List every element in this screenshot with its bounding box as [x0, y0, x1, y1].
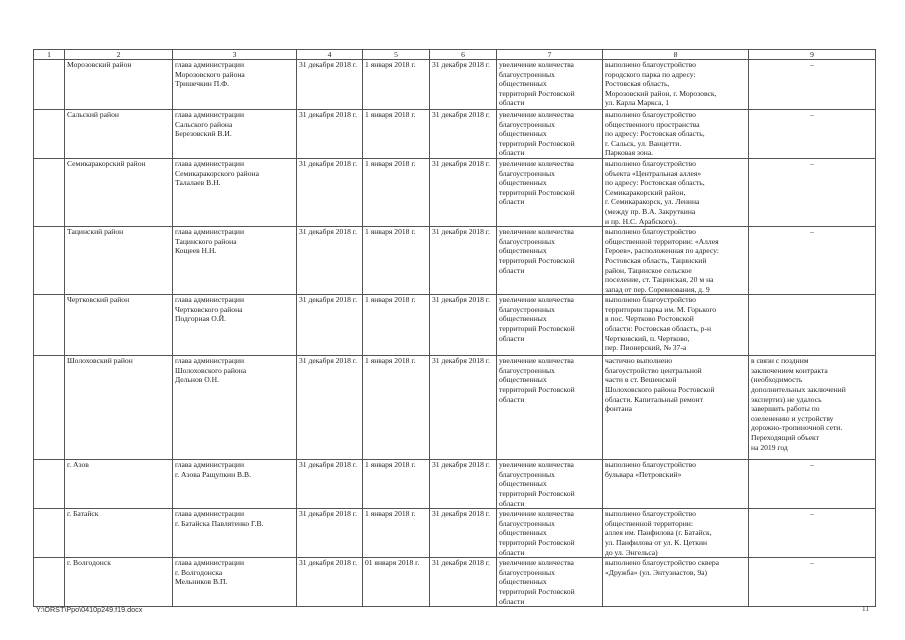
cell-col-4: 31 декабря 2018 г. [297, 227, 363, 295]
cell-col-4: 31 декабря 2018 г. [297, 110, 363, 159]
column-number: 1 [34, 50, 65, 60]
cell-col-6: 31 декабря 2018 г. [430, 227, 497, 295]
cell-col-6: 31 декабря 2018 г. [430, 110, 497, 159]
cell-col-9: – [749, 60, 876, 110]
cell-col-1 [34, 460, 65, 509]
cell-col-5: 1 января 2018 г. [363, 110, 430, 159]
column-number: 7 [497, 50, 603, 60]
page-number: 11 [862, 605, 869, 613]
table-row [34, 460, 876, 509]
cell-col-7: увеличение количества благоустроенных общественных территорий Ростовской области [497, 509, 603, 558]
cell-col-5: 1 января 2018 г. [363, 460, 430, 509]
table-row [34, 558, 876, 607]
cell-col-3: глава администрации Морозовского района Тришечкин П.Ф. [173, 60, 297, 110]
cell-col-1 [34, 110, 65, 159]
cell-col-5: 1 января 2018 г. [363, 227, 430, 295]
cell-col-5: 01 января 2018 г. [363, 558, 430, 607]
cell-col-3: глава администрации Семикаракорского района Талалаев В.Н. [173, 158, 297, 226]
cell-col-9: – [749, 158, 876, 226]
cell-col-5: 1 января 2018 г. [363, 158, 430, 226]
cell-col-7: увеличение количества благоустроенных общественных территорий Ростовской области [497, 356, 603, 460]
cell-col-2: Семикаракорский район [65, 158, 173, 226]
cell-col-2: г. Батайск [65, 509, 173, 558]
document-path: Y:\ORST\Ppo\0410p249.f19.docx [36, 605, 143, 614]
column-number: 8 [603, 50, 749, 60]
cell-col-2: Тацинский район [65, 227, 173, 295]
cell-col-9: – [749, 558, 876, 607]
table-row [34, 60, 876, 110]
table-row [34, 509, 876, 558]
cell-col-1 [34, 158, 65, 226]
cell-col-8: выполнено благоустройство общественной территории: «Аллея Героев», расположенная по адресу: Ростовская область, Тацинский район, Тацинское сельское поселение, ст. Тацинская, 20 м на запад от пер. Соревнования, д. 9 [603, 227, 749, 295]
cell-col-1 [34, 227, 65, 295]
cell-col-4: 31 декабря 2018 г. [297, 509, 363, 558]
column-number-row [34, 50, 876, 60]
cell-col-2: Шолоховский район [65, 356, 173, 460]
cell-col-3: глава администрации г. Волгодонска Мельников В.П. [173, 558, 297, 607]
cell-col-4: 31 декабря 2018 г. [297, 60, 363, 110]
cell-col-7: увеличение количества благоустроенных общественных территорий Ростовской области [497, 110, 603, 159]
cell-col-8: выполнено благоустройство территории парка им. М. Горького в пос. Чертково Ростовской области: Ростовская область, р-н Чертковский, п. Чертково, пер. Пионерский, № 37-а [603, 295, 749, 356]
column-number: 4 [297, 50, 363, 60]
cell-col-4: 31 декабря 2018 г. [297, 295, 363, 356]
cell-col-3: глава администрации Чертковского района Подгорная О.Й. [173, 295, 297, 356]
cell-col-3: глава администрации г. Батайска Павлятенко Г.В. [173, 509, 297, 558]
cell-col-7: увеличение количества благоустроенных общественных территорий Ростовской области [497, 227, 603, 295]
cell-col-9: – [749, 460, 876, 509]
table-row [34, 227, 876, 295]
cell-col-8: выполнено благоустройство бульвара «Петровский» [603, 460, 749, 509]
cell-col-1 [34, 356, 65, 460]
cell-col-6: 31 декабря 2018 г. [430, 460, 497, 509]
cell-col-8: выполнено благоустройство общественного пространства по адресу: Ростовская область, г. Сальск, ул. Ванцетти. Парковая зона. [603, 110, 749, 159]
cell-col-1 [34, 558, 65, 607]
cell-col-1 [34, 509, 65, 558]
cell-col-4: 31 декабря 2018 г. [297, 558, 363, 607]
cell-col-9: – [749, 509, 876, 558]
cell-col-8: выполнено благоустройство сквера «Дружба» (ул. Энтузиастов, 9а) [603, 558, 749, 607]
table-row [34, 158, 876, 226]
cell-col-8: выполнено благоустройство городского парка по адресу: Ростовская область, Морозовский район, г. Морозовск, ул. Карла Маркса, 1 [603, 60, 749, 110]
cell-col-1 [34, 295, 65, 356]
cell-col-6: 31 декабря 2018 г. [430, 295, 497, 356]
cell-col-6: 31 декабря 2018 г. [430, 558, 497, 607]
cell-col-3: глава администрации Сальского района Березовский В.И. [173, 110, 297, 159]
cell-col-7: увеличение количества благоустроенных общественных территорий Ростовской области [497, 460, 603, 509]
cell-col-7: увеличение количества благоустроенных общественных территорий Ростовской области [497, 158, 603, 226]
table-row [34, 295, 876, 356]
cell-col-9: – [749, 227, 876, 295]
cell-col-6: 31 декабря 2018 г. [430, 509, 497, 558]
table-row [34, 356, 876, 460]
cell-col-8: частично выполнено благоустройство центральной части в ст. Вешенской Шолоховского района Ростовской области. Капитальный ремонт фонтана [603, 356, 749, 460]
cell-col-7: увеличение количества благоустроенных общественных территорий Ростовской области [497, 558, 603, 607]
cell-col-2: г. Волгодонск [65, 558, 173, 607]
cell-col-4: 31 декабря 2018 г. [297, 460, 363, 509]
cell-col-5: 1 января 2018 г. [363, 295, 430, 356]
cell-col-6: 31 декабря 2018 г. [430, 158, 497, 226]
cell-col-1 [34, 60, 65, 110]
cell-col-9 [749, 295, 876, 356]
cell-col-2: г. Азов [65, 460, 173, 509]
cell-col-9: в связи с поздним заключением контракта (необходимость дополнительных заключений экспертиз) не удалось завершить работы по озеленению и устройству дорожно-тропиночной сети. Переходящий объект на 2019 год [749, 356, 876, 460]
cell-col-7: увеличение количества благоустроенных общественных территорий Ростовской области [497, 295, 603, 356]
column-number: 9 [749, 50, 876, 60]
cell-col-4: 31 декабря 2018 г. [297, 158, 363, 226]
cell-col-2: Чертковский район [65, 295, 173, 356]
cell-col-3: глава администрации г. Азова Ращупкин В.В. [173, 460, 297, 509]
cell-col-2: Морозовский район [65, 60, 173, 110]
report-table [33, 49, 876, 607]
cell-col-3: глава администрации Тацинского района Кощеев Н.Н. [173, 227, 297, 295]
cell-col-5: 1 января 2018 г. [363, 356, 430, 460]
cell-col-9: – [749, 110, 876, 159]
cell-col-5: 1 января 2018 г. [363, 509, 430, 558]
cell-col-2: Сальский район [65, 110, 173, 159]
cell-col-6: 31 декабря 2018 г. [430, 60, 497, 110]
cell-col-3: глава администрации Шолоховского района Дельнов О.Н. [173, 356, 297, 460]
cell-col-8: выполнено благоустройство объекта «Центральная аллея» по адресу: Ростовская область, Семикаракорский район, г. Семикаракорск, ул. Ленина (между пр. В.А. Закруткина и пр. Н.С. Арабского). [603, 158, 749, 226]
column-number: 5 [363, 50, 430, 60]
cell-col-5: 1 января 2018 г. [363, 60, 430, 110]
cell-col-6: 31 декабря 2018 г. [430, 356, 497, 460]
column-number: 2 [65, 50, 173, 60]
cell-col-4: 31 декабря 2018 г. [297, 356, 363, 460]
table-row [34, 110, 876, 159]
column-number: 3 [173, 50, 297, 60]
cell-col-8: выполнено благоустройство общественной территории: аллея им. Панфилова (г. Батайск, ул. Панфилова от ул. К. Цеткин до ул. Энгельса) [603, 509, 749, 558]
cell-col-7: увеличение количества благоустроенных общественных территорий Ростовской области [497, 60, 603, 110]
column-number: 6 [430, 50, 497, 60]
